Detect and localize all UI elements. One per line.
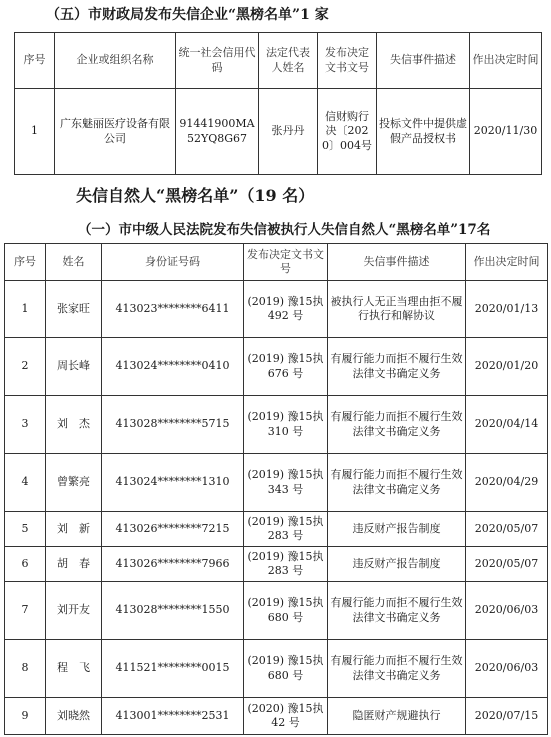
cell-person-name: 周长峰 [46,338,102,396]
cell-decision-date: 2020/07/15 [466,698,548,735]
table-row [5,338,548,396]
cell-document-no: (2019) 豫15执 680 号 [244,640,328,698]
cell-person-name: 胡 春 [46,547,102,582]
table-row [5,512,548,547]
header-cell: 发布决定文书文号 [244,244,328,281]
cell-decision-date: 2020/01/13 [466,281,548,338]
cell-description: 有履行能力而拒不履行生效法律文书确定义务 [328,338,466,396]
header-cell: 姓名 [46,244,102,281]
cell-description: 有履行能力而拒不履行生效法律文书确定义务 [328,454,466,512]
cell-decision-date: 2020/05/07 [466,547,548,582]
cell-id-number: 413028********1550 [102,582,244,640]
cell-person-name: 程 飞 [46,640,102,698]
cell-index: 3 [5,396,46,454]
persons-title: 失信自然人“黑榜名单”（19 名） [76,186,315,205]
table-row [5,640,548,698]
table-row [5,281,548,338]
header-cell: 失信事件描述 [377,33,470,89]
cell-document-no: (2020) 豫15执 42 号 [244,698,328,735]
cell-person-name: 刘晓然 [46,698,102,735]
cell-document-no: (2019) 豫15执 283 号 [244,512,328,547]
cell-decision-date: 2020/06/03 [466,582,548,640]
header-cell: 失信事件描述 [328,244,466,281]
cell-id-number: 413024********1310 [102,454,244,512]
header-cell: 身份证号码 [102,244,244,281]
enterprise-table [14,32,542,175]
header-cell: 统一社会信用代码 [176,33,259,89]
header-cell: 法定代表人姓名 [259,33,318,89]
cell-index: 5 [5,512,46,547]
cell-document-no: (2019) 豫15执 680 号 [244,582,328,640]
cell-decision-date: 2020/06/03 [466,640,548,698]
table-row [5,582,548,640]
cell-description: 隐匿财产规避执行 [328,698,466,735]
cell-document-no: (2019) 豫15执 343 号 [244,454,328,512]
header-cell: 作出决定时间 [466,244,548,281]
cell-decision-date: 2020/11/30 [470,89,542,175]
cell-document-no: (2019) 豫15执 492 号 [244,281,328,338]
cell-person-name: 刘开友 [46,582,102,640]
cell-description: 违反财产报告制度 [328,547,466,582]
header-cell: 企业或组织名称 [55,33,176,89]
cell-index: 2 [5,338,46,396]
cell-decision-date: 2020/04/29 [466,454,548,512]
cell-credit-code: 91441900MA52YQ8G67 [176,89,259,175]
cell-index: 1 [5,281,46,338]
cell-id-number: 413023********6411 [102,281,244,338]
cell-document-no: (2019) 豫15执 310 号 [244,396,328,454]
cell-description: 有履行能力而拒不履行生效法律文书确定义务 [328,582,466,640]
cell-id-number: 413026********7966 [102,547,244,582]
cell-document-no: (2019) 豫15执 283 号 [244,547,328,582]
cell-description: 有履行能力而拒不履行生效法律文书确定义务 [328,640,466,698]
cell-id-number: 411521********0015 [102,640,244,698]
cell-document-no: (2019) 豫15执 676 号 [244,338,328,396]
person-table [4,243,548,735]
cell-decision-date: 2020/01/20 [466,338,548,396]
cell-index: 7 [5,582,46,640]
table-row [5,454,548,512]
cell-decision-date: 2020/04/14 [466,396,548,454]
section5-title: （五）市财政局发布失信企业“黑榜名单”1 家 [46,7,329,23]
cell-enterprise-name: 广东魅丽医疗设备有限公司 [55,89,176,175]
cell-document-no: 信财购行决〔2020〕004号 [318,89,377,175]
cell-person-name: 刘 杰 [46,396,102,454]
table-row [15,89,542,175]
cell-person-name: 刘 新 [46,512,102,547]
table-row [5,698,548,735]
cell-decision-date: 2020/05/07 [466,512,548,547]
table-row [5,396,548,454]
cell-id-number: 413024********0410 [102,338,244,396]
header-cell: 序号 [5,244,46,281]
cell-id-number: 413028********5715 [102,396,244,454]
cell-description: 投标文件中提供虚假产品授权书 [377,89,470,175]
table-row [5,547,548,582]
cell-id-number: 413026********7215 [102,512,244,547]
cell-id-number: 413001********2531 [102,698,244,735]
cell-person-name: 曾繁亮 [46,454,102,512]
cell-index: 9 [5,698,46,735]
cell-person-name: 张家旺 [46,281,102,338]
cell-index: 4 [5,454,46,512]
enterprise-table-header [15,33,542,89]
header-cell: 发布决定文书文号 [318,33,377,89]
cell-legal-rep: 张丹丹 [259,89,318,175]
person-table-header [5,244,548,281]
cell-description: 违反财产报告制度 [328,512,466,547]
cell-index: 6 [5,547,46,582]
cell-description: 被执行人无正当理由拒不履行执行和解协议 [328,281,466,338]
court-subtitle: （一）市中级人民法院发布失信被执行人失信自然人“黑榜名单”17名 [78,222,491,238]
cell-index: 1 [15,89,55,175]
header-cell: 作出决定时间 [470,33,542,89]
cell-index: 8 [5,640,46,698]
cell-description: 有履行能力而拒不履行生效法律文书确定义务 [328,396,466,454]
header-cell: 序号 [15,33,55,89]
person-table-body [5,281,548,735]
